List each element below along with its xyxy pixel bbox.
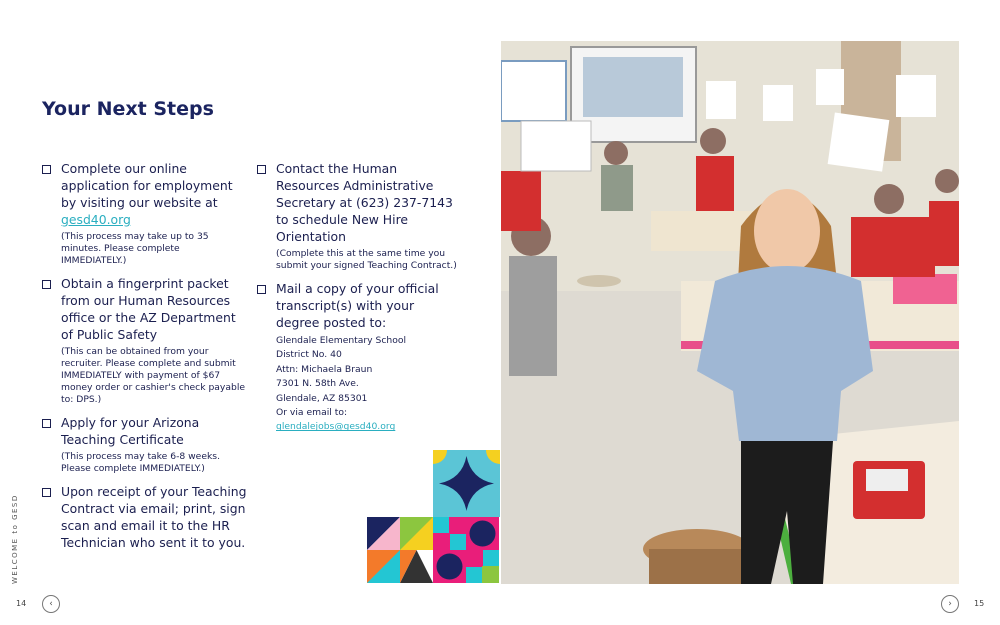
pattern-tile [367, 550, 400, 583]
step-mail-transcript [257, 280, 457, 435]
address-line: Attn: Michaela Braun [276, 363, 373, 375]
steps-left-column [42, 160, 247, 559]
checkbox-icon [42, 488, 51, 497]
checkbox-icon [257, 285, 266, 294]
next-page-button[interactable] [941, 595, 959, 613]
step-text: Obtain a fingerprint packet from our Human Resources office or the AZ Department of Public Safety [61, 276, 236, 342]
step-text: Upon receipt of your Teaching Contract via email; print, sign scan and email it to the HR Technician who sent it to you. [61, 484, 247, 550]
email-link[interactable]: glendalejobs@gesd40.org [276, 421, 396, 433]
checkbox-icon [42, 280, 51, 289]
pattern-tile [400, 550, 433, 583]
step-text: Complete our online application for employment by visiting our website at [61, 161, 233, 210]
step-contact-hr [257, 160, 457, 272]
checkbox-icon [42, 419, 51, 428]
pattern-tile [400, 517, 433, 550]
page-number-right: 15 [974, 599, 985, 608]
address-line: Or via email to: [276, 407, 348, 419]
star-tile [433, 450, 500, 517]
step-note: (This process may take up to 35 minutes. Please complete IMMEDIATELY.) [61, 231, 209, 266]
step-note: (Complete this at the same time you submit your signed Teaching Contract.) [276, 248, 457, 271]
step-text: Contact the Human Resources Administrative Secretary at (623) 237-7143 to schedule New Hire Orientation [276, 161, 453, 244]
website-link[interactable]: gesd40.org [61, 212, 131, 227]
step-note: (This can be obtained from your recruiter. Please complete and submit IMMEDIATELY with payment of $67 money order or cashier's check payable to: DPS.) [61, 346, 246, 405]
pattern-tile [433, 517, 466, 550]
steps-right-column [257, 160, 457, 443]
mailing-address [276, 334, 457, 435]
checkbox-icon [42, 165, 51, 174]
address-line: 7301 N. 58th Ave. [276, 378, 359, 390]
chevron-left-icon: ‹ [49, 599, 53, 609]
side-label: WELCOME to GESD [11, 494, 19, 584]
step-text: Apply for your Arizona Teaching Certificate [61, 415, 200, 447]
pattern-tile [367, 517, 400, 550]
prev-page-button[interactable] [42, 595, 60, 613]
chevron-right-icon: › [948, 599, 952, 609]
address-line: Glendale Elementary School [276, 335, 407, 346]
page-title: Your Next Steps [42, 98, 214, 120]
step-note: (This process may take 6-8 weeks. Please complete IMMEDIATELY.) [61, 451, 221, 474]
step-certificate [42, 414, 247, 475]
classroom-photo [501, 41, 959, 584]
pattern-tile [433, 550, 466, 583]
address-line: District No. 40 [276, 349, 342, 361]
step-text: Mail a copy of your official transcript(s) with your degree posted to: [276, 281, 439, 330]
pattern-tile [466, 517, 499, 550]
page-number-left: 14 [16, 599, 27, 608]
step-online-application [42, 160, 247, 267]
step-fingerprint [42, 275, 247, 406]
checkbox-icon [257, 165, 266, 174]
address-line: Glendale, AZ 85301 [276, 392, 368, 404]
pattern-tile [466, 550, 499, 583]
step-contract [42, 483, 247, 551]
